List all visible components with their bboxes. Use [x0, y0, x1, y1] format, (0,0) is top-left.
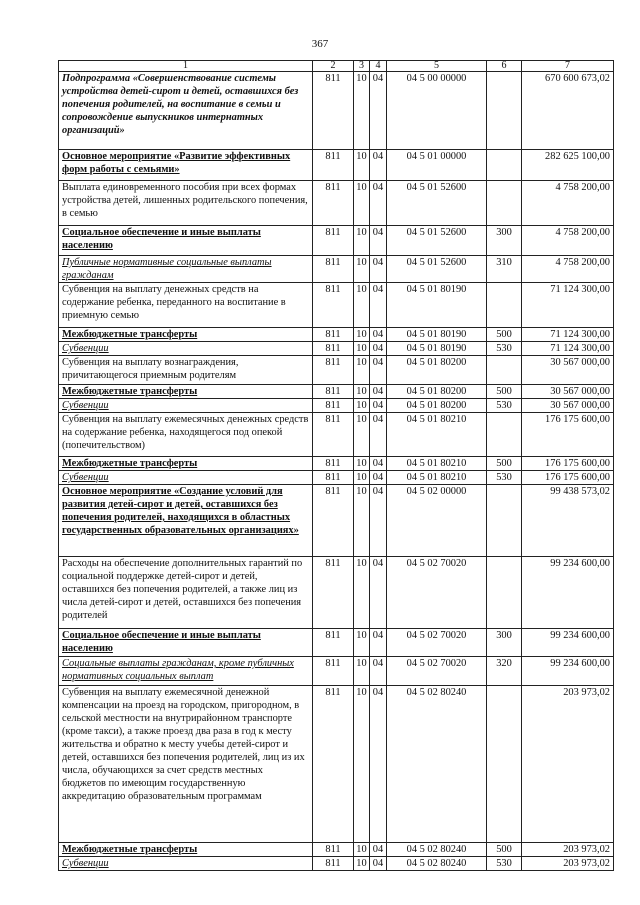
- row-c3-cell: 10: [354, 629, 370, 657]
- row-c4-cell: 04: [370, 629, 387, 657]
- row-c7-cell: 176 175 600,00: [522, 413, 614, 457]
- row-c3-cell: 10: [354, 471, 370, 485]
- row-c2-cell: 811: [313, 843, 354, 857]
- row-c6-cell: [487, 485, 522, 557]
- row-c5-cell: 04 5 01 52600: [387, 256, 487, 283]
- row-c2-cell: 811: [313, 226, 354, 256]
- table-row: [59, 686, 614, 843]
- budget-table: [58, 60, 614, 871]
- row-c7-cell: 4 758 200,00: [522, 256, 614, 283]
- row-name-cell: Межбюджетные трансферты: [59, 457, 313, 471]
- row-c7-cell: 71 124 300,00: [522, 342, 614, 356]
- row-name-cell: Выплата единовременного пособия при всех формах устройства детей, лишенных родительского попечения, в семью: [59, 181, 313, 226]
- row-c2-cell: 811: [313, 413, 354, 457]
- row-c5-cell: 04 5 01 00000: [387, 150, 487, 181]
- row-name-cell: Основное мероприятие «Развитие эффективных форм работы с семьями»: [59, 150, 313, 181]
- row-name-cell: Межбюджетные трансферты: [59, 843, 313, 857]
- row-c6-cell: 500: [487, 385, 522, 399]
- row-name-cell: Социальные выплаты гражданам, кроме публичных нормативных социальных выплат: [59, 657, 313, 686]
- row-name-cell: Расходы на обеспечение дополнительных гарантий по социальной поддержке детей-сирот и детей, оставшихся без попечения родителей, а также лиц из числа детей-сирот и детей, оставшихся без попечения родителей: [59, 557, 313, 629]
- row-c5-cell: 04 5 01 80210: [387, 457, 487, 471]
- row-c7-cell: 203 973,02: [522, 843, 614, 857]
- row-c4-cell: 04: [370, 857, 387, 871]
- row-c3-cell: 10: [354, 843, 370, 857]
- row-c3-cell: 10: [354, 457, 370, 471]
- row-c4-cell: 04: [370, 457, 387, 471]
- row-c5-cell: 04 5 01 80190: [387, 328, 487, 342]
- row-c3-cell: 10: [354, 686, 370, 843]
- row-c4-cell: 04: [370, 385, 387, 399]
- row-c7-cell: 71 124 300,00: [522, 283, 614, 328]
- row-c3-cell: 10: [354, 356, 370, 385]
- row-c2-cell: 811: [313, 657, 354, 686]
- table-row: [59, 457, 614, 471]
- row-c7-cell: 99 438 573,02: [522, 485, 614, 557]
- row-c6-cell: [487, 356, 522, 385]
- row-c4-cell: 04: [370, 283, 387, 328]
- row-c3-cell: 10: [354, 328, 370, 342]
- row-c5-cell: 04 5 01 80200: [387, 356, 487, 385]
- row-c2-cell: 811: [313, 150, 354, 181]
- row-c3-cell: 10: [354, 181, 370, 226]
- row-name-cell: Субвенция на выплату денежных средств на содержание ребенка, переданного на воспитание в приемную семью: [59, 283, 313, 328]
- row-c6-cell: [487, 181, 522, 226]
- row-c3-cell: 10: [354, 657, 370, 686]
- row-c6-cell: 300: [487, 629, 522, 657]
- row-c6-cell: [487, 150, 522, 181]
- row-c4-cell: 04: [370, 342, 387, 356]
- row-c5-cell: 04 5 01 80200: [387, 385, 487, 399]
- row-c5-cell: 04 5 01 80210: [387, 413, 487, 457]
- row-c3-cell: 10: [354, 256, 370, 283]
- row-c7-cell: 4 758 200,00: [522, 181, 614, 226]
- row-c5-cell: 04 5 01 80200: [387, 399, 487, 413]
- row-name-cell: Социальное обеспечение и иные выплаты населению: [59, 629, 313, 657]
- row-c3-cell: 10: [354, 342, 370, 356]
- row-c7-cell: 30 567 000,00: [522, 399, 614, 413]
- row-c4-cell: 04: [370, 485, 387, 557]
- header-cell: 3: [354, 61, 370, 72]
- table-row: [59, 283, 614, 328]
- row-c3-cell: 10: [354, 557, 370, 629]
- row-c3-cell: 10: [354, 226, 370, 256]
- page-number: 367: [311, 38, 329, 50]
- row-c3-cell: 10: [354, 413, 370, 457]
- table-row: [59, 256, 614, 283]
- row-c5-cell: 04 5 01 52600: [387, 226, 487, 256]
- row-name-cell: Межбюджетные трансферты: [59, 328, 313, 342]
- row-name-cell: Субвенции: [59, 857, 313, 871]
- row-c6-cell: 530: [487, 857, 522, 871]
- row-c4-cell: 04: [370, 256, 387, 283]
- row-name-cell: Социальное обеспечение и иные выплаты населению: [59, 226, 313, 256]
- row-c2-cell: 811: [313, 72, 354, 150]
- row-c4-cell: 04: [370, 686, 387, 843]
- row-c3-cell: 10: [354, 399, 370, 413]
- table-row: [59, 843, 614, 857]
- row-c3-cell: 10: [354, 857, 370, 871]
- row-c4-cell: 04: [370, 413, 387, 457]
- row-c2-cell: 811: [313, 629, 354, 657]
- row-c7-cell: 176 175 600,00: [522, 457, 614, 471]
- row-c3-cell: 10: [354, 385, 370, 399]
- table-row: [59, 657, 614, 686]
- row-c4-cell: 04: [370, 843, 387, 857]
- row-c4-cell: 04: [370, 328, 387, 342]
- row-c6-cell: [487, 72, 522, 150]
- row-c5-cell: 04 5 02 00000: [387, 485, 487, 557]
- row-c5-cell: 04 5 01 80210: [387, 471, 487, 485]
- row-c5-cell: 04 5 00 00000: [387, 72, 487, 150]
- row-c6-cell: [487, 413, 522, 457]
- row-c2-cell: 811: [313, 457, 354, 471]
- row-c5-cell: 04 5 02 80240: [387, 686, 487, 843]
- row-c7-cell: 4 758 200,00: [522, 226, 614, 256]
- row-c2-cell: 811: [313, 283, 354, 328]
- row-c3-cell: 10: [354, 72, 370, 150]
- table-row: [59, 150, 614, 181]
- row-c7-cell: 30 567 000,00: [522, 356, 614, 385]
- header-cell: 1: [59, 61, 313, 72]
- row-c4-cell: 04: [370, 150, 387, 181]
- row-c5-cell: 04 5 02 70020: [387, 557, 487, 629]
- row-c4-cell: 04: [370, 471, 387, 485]
- header-row: [59, 61, 614, 72]
- row-c2-cell: 811: [313, 181, 354, 226]
- header-cell: 7: [522, 61, 614, 72]
- row-c5-cell: 04 5 02 70020: [387, 657, 487, 686]
- row-c3-cell: 10: [354, 485, 370, 557]
- row-c3-cell: 10: [354, 283, 370, 328]
- row-c7-cell: 99 234 600,00: [522, 657, 614, 686]
- row-c6-cell: 300: [487, 226, 522, 256]
- row-c5-cell: 04 5 01 80190: [387, 283, 487, 328]
- table-row: [59, 226, 614, 256]
- row-name-cell: Основное мероприятие «Создание условий для развития детей-сирот и детей, оставшихся без попечения родителей, находящихся в областных государственных образовательных организациях»: [59, 485, 313, 557]
- row-name-cell: Субвенции: [59, 471, 313, 485]
- table-row: [59, 342, 614, 356]
- header-cell: 4: [370, 61, 387, 72]
- table-row: [59, 328, 614, 342]
- row-c6-cell: 310: [487, 256, 522, 283]
- row-c6-cell: 530: [487, 342, 522, 356]
- row-c4-cell: 04: [370, 72, 387, 150]
- row-name-cell: Субвенция на выплату вознаграждения, причитающегося приемным родителям: [59, 356, 313, 385]
- row-c6-cell: [487, 283, 522, 328]
- row-c4-cell: 04: [370, 399, 387, 413]
- row-c2-cell: 811: [313, 256, 354, 283]
- header-cell: 5: [387, 61, 487, 72]
- row-c7-cell: 203 973,02: [522, 857, 614, 871]
- row-c4-cell: 04: [370, 356, 387, 385]
- row-c2-cell: 811: [313, 356, 354, 385]
- table-row: [59, 471, 614, 485]
- row-c5-cell: 04 5 02 80240: [387, 843, 487, 857]
- row-c6-cell: [487, 686, 522, 843]
- row-c2-cell: 811: [313, 485, 354, 557]
- row-c4-cell: 04: [370, 657, 387, 686]
- table-row: [59, 413, 614, 457]
- row-name-cell: Подпрограмма «Совершенствование системы устройства детей-сирот и детей, оставшихся без попечения родителей, на воспитание в семьи и сопровождение выпускников интернатных организаций»: [59, 72, 313, 150]
- row-c6-cell: 530: [487, 471, 522, 485]
- row-name-cell: Субвенции: [59, 399, 313, 413]
- row-name-cell: Субвенции: [59, 342, 313, 356]
- row-c7-cell: 99 234 600,00: [522, 557, 614, 629]
- row-c7-cell: 176 175 600,00: [522, 471, 614, 485]
- table-row: [59, 399, 614, 413]
- row-c7-cell: 203 973,02: [522, 686, 614, 843]
- row-c6-cell: 320: [487, 657, 522, 686]
- row-name-cell: Субвенция на выплату ежемесячной денежной компенсации на проезд на городском, пригородном, в сельской местности на внутрирайонном транспорте (кроме такси), а также проезд два раза в год к месту жительства и обратно к месту учебы детей-сирот и детей, оставшихся без попечения родителей, лиц из их числа, обучающихся за счет средств местных бюджетов по имеющим государственную аккредитацию образовательным программам: [59, 686, 313, 843]
- row-c6-cell: 500: [487, 843, 522, 857]
- row-c6-cell: 500: [487, 457, 522, 471]
- row-c6-cell: 500: [487, 328, 522, 342]
- row-name-cell: Публичные нормативные социальные выплаты гражданам: [59, 256, 313, 283]
- row-c5-cell: 04 5 01 80190: [387, 342, 487, 356]
- row-c5-cell: 04 5 01 52600: [387, 181, 487, 226]
- table-row: [59, 857, 614, 871]
- table-row: [59, 629, 614, 657]
- row-c2-cell: 811: [313, 686, 354, 843]
- row-c7-cell: 282 625 100,00: [522, 150, 614, 181]
- row-c2-cell: 811: [313, 385, 354, 399]
- row-name-cell: Межбюджетные трансферты: [59, 385, 313, 399]
- table-row: [59, 181, 614, 226]
- row-c2-cell: 811: [313, 342, 354, 356]
- row-c7-cell: 99 234 600,00: [522, 629, 614, 657]
- row-c2-cell: 811: [313, 857, 354, 871]
- table-row: [59, 72, 614, 150]
- row-c3-cell: 10: [354, 150, 370, 181]
- header-cell: 2: [313, 61, 354, 72]
- table-row: [59, 356, 614, 385]
- row-c7-cell: 670 600 673,02: [522, 72, 614, 150]
- row-c5-cell: 04 5 02 70020: [387, 629, 487, 657]
- row-c4-cell: 04: [370, 226, 387, 256]
- row-c7-cell: 71 124 300,00: [522, 328, 614, 342]
- row-c4-cell: 04: [370, 557, 387, 629]
- table-row: [59, 485, 614, 557]
- row-c7-cell: 30 567 000,00: [522, 385, 614, 399]
- header-cell: 6: [487, 61, 522, 72]
- row-c5-cell: 04 5 02 80240: [387, 857, 487, 871]
- row-c4-cell: 04: [370, 181, 387, 226]
- row-c2-cell: 811: [313, 328, 354, 342]
- row-c2-cell: 811: [313, 471, 354, 485]
- row-c2-cell: 811: [313, 399, 354, 413]
- table-row: [59, 385, 614, 399]
- table-row: [59, 557, 614, 629]
- row-c6-cell: 530: [487, 399, 522, 413]
- row-c2-cell: 811: [313, 557, 354, 629]
- row-c6-cell: [487, 557, 522, 629]
- row-name-cell: Субвенция на выплату ежемесячных денежных средств на содержание ребенка, находящегося под опекой (попечительством): [59, 413, 313, 457]
